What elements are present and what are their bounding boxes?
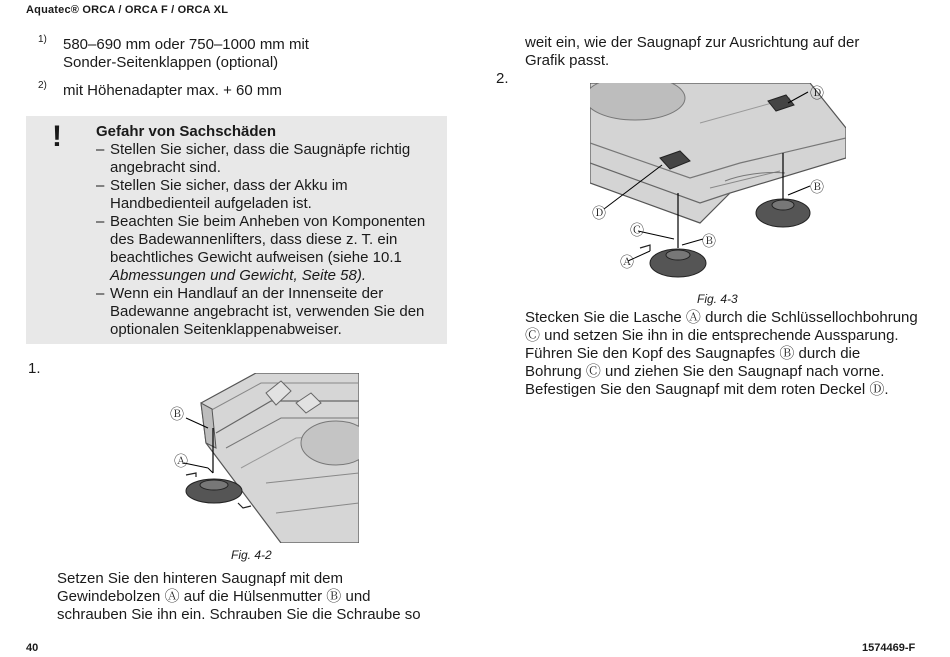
- list-dash: –: [96, 177, 105, 194]
- warning-item-line: beachtliches Gewicht aufweisen (siehe 10.1: [110, 249, 402, 266]
- step-1-continued-line: weit ein, wie der Saugnapf zur Ausrichtung auf der: [525, 34, 860, 51]
- step-1-text-line: Setzen Sie den hinteren Saugnapf mit dem: [57, 570, 344, 587]
- warning-item-line: Wenn ein Handlauf an der Innenseite der: [110, 285, 384, 302]
- warning-list: [96, 141, 442, 339]
- warning-item-line: Handbedienteil aufgeladen ist.: [110, 195, 312, 212]
- warning-item: [96, 177, 442, 213]
- footnote-2-line-1: mit Höhenadapter max. + 60 mm: [63, 82, 282, 99]
- figure-caption-4-3: Fig. 4-3: [697, 292, 738, 306]
- warning-item-line: Badewanne angebracht ist, verwenden Sie den: [110, 303, 425, 320]
- warning-item-line: Beachten Sie beim Anheben von Komponenten: [110, 213, 426, 230]
- document-header: Aquatec® ORCA / ORCA F / ORCA XL: [26, 4, 229, 16]
- step-2-text-line: Bohrung Ⓒ und ziehen Sie den Saugnapf nach vorne.: [525, 363, 885, 380]
- footnote-1-marker: 1): [38, 34, 47, 45]
- warning-item-line: Abmessungen und Gewicht, Seite 58).: [110, 267, 366, 284]
- figure-label-d-left: Ⓓ: [592, 205, 606, 221]
- step-2-text-line: Stecken Sie die Lasche Ⓐ durch die Schlüssellochbohrung: [525, 309, 918, 326]
- figure-4-2: [146, 373, 359, 543]
- warning-item-line: Stellen Sie sicher, dass der Akku im: [110, 177, 348, 194]
- list-dash: –: [96, 213, 105, 230]
- step-1-text-line: schrauben Sie ihn ein. Schrauben Sie die Schraube so: [57, 606, 421, 623]
- step-2-number: 2.: [496, 70, 509, 87]
- warning-item-line: Stellen Sie sicher, dass die Saugnäpfe richtig: [110, 141, 411, 158]
- warning-item: [96, 285, 442, 339]
- warning-item: [96, 141, 442, 177]
- warning-item: [96, 213, 442, 285]
- figure-label-c: Ⓒ: [630, 222, 644, 238]
- list-dash: –: [96, 141, 105, 158]
- step-1-text-line: Gewindebolzen Ⓐ auf die Hülsenmutter Ⓑ und: [57, 588, 371, 605]
- warning-item-line: des Badewannenlifters, dass diese z. T. ein: [110, 231, 398, 248]
- figure-label-d-top: Ⓓ: [810, 85, 824, 101]
- warning-item-line: angebracht sind.: [110, 159, 221, 176]
- step-2-text-line: Führen Sie den Kopf des Saugnapfes Ⓑ durch die: [525, 345, 861, 362]
- step-2-text-line: Befestigen Sie den Saugnapf mit dem roten Deckel Ⓓ.: [525, 381, 889, 398]
- figure-4-3: [590, 83, 846, 288]
- warning-exclamation-icon: !: [52, 120, 62, 153]
- figure-label-b: Ⓑ: [170, 406, 184, 422]
- step-2-text-line: Ⓒ und setzen Sie ihn in die entsprechende Aussparung.: [525, 327, 899, 344]
- footnote-1-line-2: Sonder-Seitenklappen (optional): [63, 54, 279, 71]
- footnote-1-line-1: 580–690 mm oder 750–1000 mm mit: [63, 36, 309, 53]
- step-1-number: 1.: [28, 360, 41, 377]
- figure-label-b-center: Ⓑ: [702, 233, 716, 249]
- document-number: 1574469-F: [862, 642, 916, 654]
- page-number: 40: [26, 642, 39, 654]
- figure-caption-4-2: Fig. 4-2: [231, 548, 272, 562]
- footnote-2-marker: 2): [38, 80, 47, 91]
- list-dash: –: [96, 285, 105, 302]
- figure-label-a: Ⓐ: [620, 254, 634, 270]
- step-1-continued-line: Grafik passt.: [525, 52, 610, 69]
- figure-label-b-right: Ⓑ: [810, 179, 824, 195]
- warning-item-line: optionalen Seitenklappenabweiser.: [110, 321, 342, 338]
- figure-label-a: Ⓐ: [174, 453, 188, 469]
- warning-title: Gefahr von Sachschäden: [96, 123, 277, 140]
